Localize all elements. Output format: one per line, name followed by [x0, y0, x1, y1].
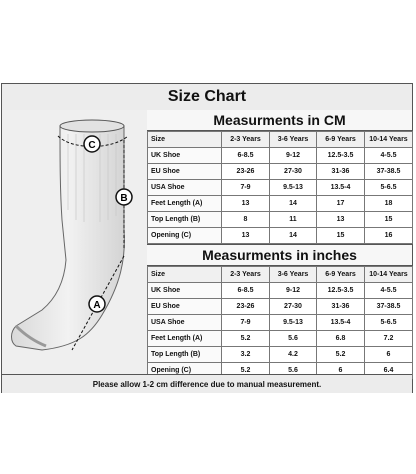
- table-cell: 15: [317, 228, 365, 244]
- table-row: [148, 212, 413, 228]
- table-cell: 6-8.5: [222, 283, 270, 299]
- table-cell: 13: [317, 212, 365, 228]
- table-cell: 27-30: [270, 299, 317, 315]
- table-cell: 6: [317, 363, 365, 379]
- header-cell: 10-14 Years: [365, 267, 413, 283]
- marker-c: [84, 136, 100, 152]
- row-label: Feet Length (A): [148, 331, 222, 347]
- header-cell: 10-14 Years: [365, 132, 413, 148]
- sock-opening: [60, 120, 124, 132]
- table-cell: 14: [270, 196, 317, 212]
- cm-table-heading: Measurments in CM: [147, 110, 412, 131]
- sock-drawing: [2, 110, 146, 374]
- row-label: Opening (C): [148, 228, 222, 244]
- table-cell: 23-26: [222, 299, 270, 315]
- header-cell: 6-9 Years: [317, 132, 365, 148]
- header-cell: 6-9 Years: [317, 267, 365, 283]
- table-cell: 5.2: [317, 347, 365, 363]
- size-chart-title: Size Chart: [2, 84, 412, 111]
- table-cell: 27-30: [270, 164, 317, 180]
- table-row: [148, 315, 413, 331]
- table-cell: 7-9: [222, 180, 270, 196]
- row-label: EU Shoe: [148, 299, 222, 315]
- table-cell: 3.2: [222, 347, 270, 363]
- cm-table: [147, 131, 413, 244]
- table-cell: 5.2: [222, 363, 270, 379]
- table-cell: 12.5-3.5: [317, 283, 365, 299]
- table-cell: 5-6.5: [365, 180, 413, 196]
- measurement-tables: [147, 110, 412, 379]
- table-cell: 5-6.5: [365, 315, 413, 331]
- table-cell: 16: [365, 228, 413, 244]
- header-cell: 3-6 Years: [270, 267, 317, 283]
- table-cell: 4-5.5: [365, 283, 413, 299]
- inch-table: [147, 266, 413, 379]
- table-row: [148, 148, 413, 164]
- table-cell: 6.8: [317, 331, 365, 347]
- measurement-note: Please allow 1-2 cm difference due to manual measurement.: [2, 374, 412, 393]
- header-cell: Size: [148, 267, 222, 283]
- table-row: [148, 164, 413, 180]
- inch-table-heading: Measurments in inches: [147, 244, 412, 266]
- table-row: [148, 331, 413, 347]
- table-row: [148, 196, 413, 212]
- table-cell: 12.5-3.5: [317, 148, 365, 164]
- header-cell: 2-3 Years: [222, 267, 270, 283]
- table-cell: 7.2: [365, 331, 413, 347]
- table-cell: 9-12: [270, 148, 317, 164]
- table-cell: 9.5-13: [270, 180, 317, 196]
- row-label: UK Shoe: [148, 283, 222, 299]
- table-cell: 9-12: [270, 283, 317, 299]
- table-cell: 5.6: [270, 331, 317, 347]
- table-cell: 11: [270, 212, 317, 228]
- row-label: Feet Length (A): [148, 196, 222, 212]
- table-cell: 37-38.5: [365, 299, 413, 315]
- table-header-row: [148, 132, 413, 148]
- table-cell: 7-9: [222, 315, 270, 331]
- table-cell: 6-8.5: [222, 148, 270, 164]
- row-label: EU Shoe: [148, 164, 222, 180]
- table-header-row: [148, 267, 413, 283]
- table-row: [148, 283, 413, 299]
- table-cell: 4-5.5: [365, 148, 413, 164]
- table-cell: 13.5-4: [317, 315, 365, 331]
- header-cell: 2-3 Years: [222, 132, 270, 148]
- table-cell: 5.2: [222, 331, 270, 347]
- table-cell: 4.2: [270, 347, 317, 363]
- table-cell: 6: [365, 347, 413, 363]
- table-cell: 5.6: [270, 363, 317, 379]
- table-cell: 23-26: [222, 164, 270, 180]
- svg-text:A: A: [93, 300, 101, 311]
- table-cell: 17: [317, 196, 365, 212]
- table-cell: 13: [222, 228, 270, 244]
- table-row: [148, 299, 413, 315]
- table-cell: 6.4: [365, 363, 413, 379]
- size-chart: [1, 83, 413, 393]
- table-cell: 37-38.5: [365, 164, 413, 180]
- table-row: [148, 228, 413, 244]
- table-cell: 15: [365, 212, 413, 228]
- marker-a: [89, 296, 105, 312]
- table-cell: 31-36: [317, 299, 365, 315]
- table-row: [148, 180, 413, 196]
- table-cell: 31-36: [317, 164, 365, 180]
- row-label: USA Shoe: [148, 180, 222, 196]
- row-label: Top Length (B): [148, 347, 222, 363]
- header-cell: 3-6 Years: [270, 132, 317, 148]
- table-row: [148, 347, 413, 363]
- marker-b: [116, 189, 132, 205]
- header-cell: Size: [148, 132, 222, 148]
- table-cell: 13: [222, 196, 270, 212]
- table-cell: 18: [365, 196, 413, 212]
- sock-illustration: [2, 110, 148, 374]
- row-label: USA Shoe: [148, 315, 222, 331]
- table-cell: 8: [222, 212, 270, 228]
- row-label: Top Length (B): [148, 212, 222, 228]
- row-label: UK Shoe: [148, 148, 222, 164]
- table-cell: 9.5-13: [270, 315, 317, 331]
- svg-text:C: C: [88, 140, 96, 151]
- row-label: Opening (C): [148, 363, 222, 379]
- svg-text:B: B: [120, 193, 128, 204]
- table-cell: 14: [270, 228, 317, 244]
- table-cell: 13.5-4: [317, 180, 365, 196]
